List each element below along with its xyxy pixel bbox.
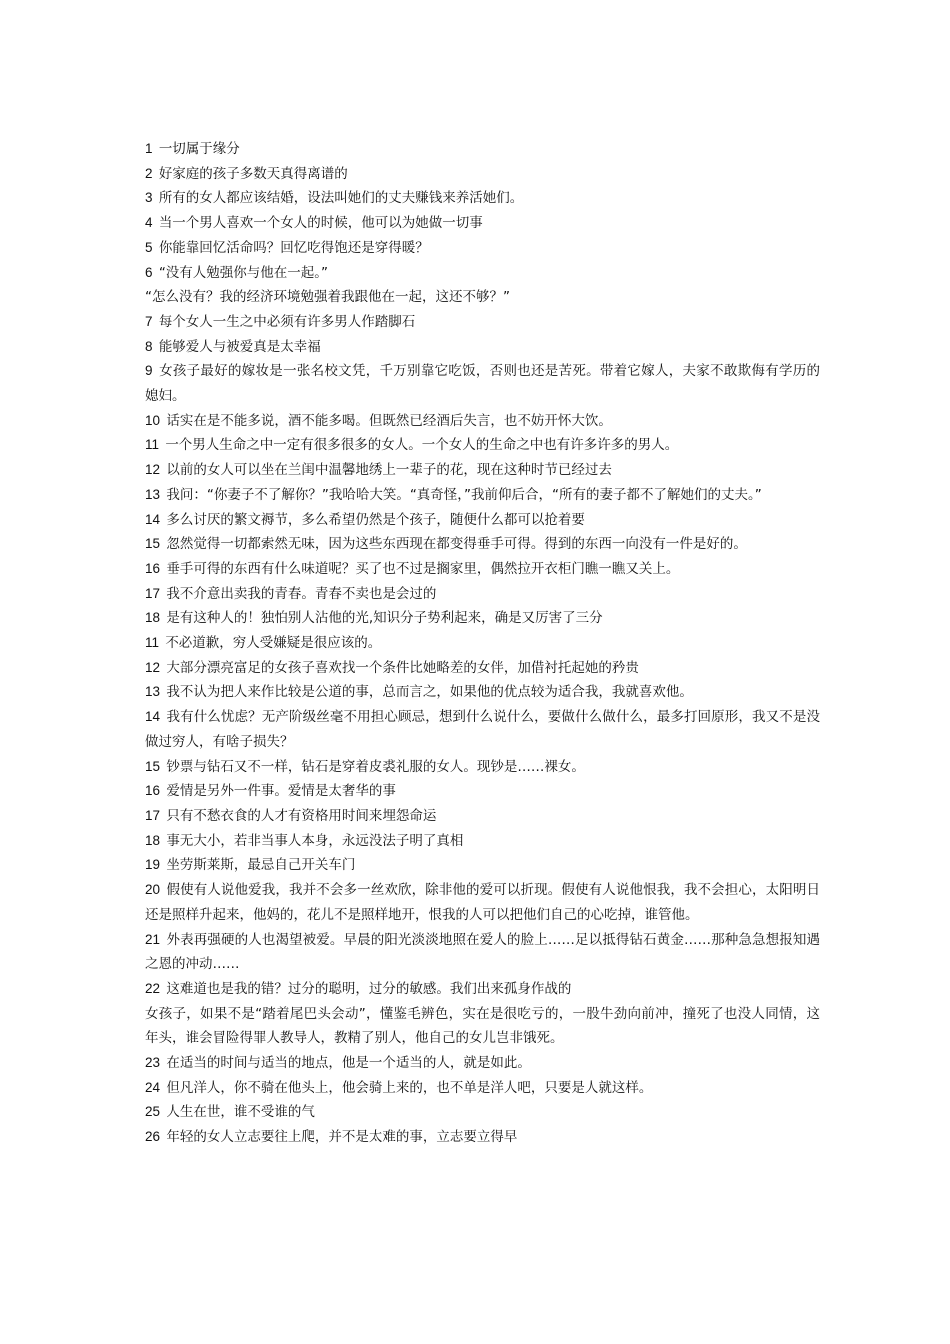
paragraph-number: 3 xyxy=(145,190,153,206)
paragraph xyxy=(145,359,820,408)
paragraph-text: 一个男人生命之中一定有很多很多的女人。一个女人的生命之中也有许多许多的男人。 xyxy=(165,437,679,454)
paragraph-text: 但凡洋人，你不骑在他头上，他会骑上来的，也不单是洋人吧，只要是人就这样。 xyxy=(166,1079,653,1096)
paragraph-number: 18 xyxy=(145,610,161,626)
paragraph xyxy=(145,680,820,705)
paragraph-text: 我有什么忧虑？无产阶级丝毫不用担心顾忌，想到什么说什么，要做什么做什么，最多打回原形，我又不是没做过穷人，有啥子损失？ xyxy=(145,709,821,750)
paragraph-text: “怎么没有？我的经济环境勉强着我跟他在一起，这还不够？” xyxy=(145,289,510,306)
paragraph-number: 12 xyxy=(145,462,161,478)
paragraph xyxy=(145,261,820,286)
paragraph xyxy=(145,433,820,458)
paragraph-text: 是有这种人的！独怕别人沾他的光,知识分子势利起来，确是又厉害了三分 xyxy=(166,610,603,627)
paragraph-text: 爱情是另外一件事。爱情是太奢华的事 xyxy=(166,783,396,800)
paragraph-number: 1 xyxy=(145,141,153,156)
paragraph xyxy=(145,532,820,557)
paragraph-number: 8 xyxy=(145,338,153,354)
paragraph-number: 7 xyxy=(145,313,153,329)
paragraph-text: 每个女人一生之中必须有许多男人作踏脚石 xyxy=(158,313,416,330)
paragraph-number: 12 xyxy=(145,659,161,675)
paragraph xyxy=(145,458,820,483)
paragraph-text: 话实在是不能多说，酒不能多喝。但既然已经酒后失言，也不妨开怀大饮。 xyxy=(166,412,612,429)
paragraph xyxy=(145,631,820,656)
paragraph-number: 14 xyxy=(145,709,161,725)
paragraph xyxy=(145,804,820,829)
paragraph xyxy=(145,483,820,508)
paragraph-number: 14 xyxy=(145,511,161,527)
paragraph-text: 所有的女人都应该结婚，设法叫她们的丈夫赚钱来养活她们。 xyxy=(158,190,524,207)
paragraph xyxy=(145,878,820,927)
paragraph-number: 2 xyxy=(145,165,153,181)
paragraph-number: 26 xyxy=(145,1129,161,1145)
paragraph-text: “没有人勉强你与他在一起。” xyxy=(158,264,329,281)
paragraph xyxy=(145,409,820,434)
paragraph xyxy=(145,829,820,854)
paragraph-text: 只有不愁衣食的人才有资格用时间来埋怨命运 xyxy=(166,807,437,824)
paragraph xyxy=(145,1002,820,1051)
paragraph xyxy=(145,1125,820,1150)
paragraph-text: 钞票与钻石又不一样，钻石是穿着皮裘礼服的女人。现钞是……裸女。 xyxy=(166,758,585,775)
paragraph-text: 人生在世，谁不受谁的气 xyxy=(166,1104,315,1121)
paragraph xyxy=(145,656,820,681)
paragraph xyxy=(145,779,820,804)
paragraph-text: 垂手可得的东西有什么味道呢？买了也不过是搁家里，偶然拉开衣柜门瞧一瞧又关上。 xyxy=(166,560,680,577)
paragraph-number: 10 xyxy=(145,412,161,428)
paragraph-number: 9 xyxy=(145,363,153,379)
paragraph-text: 我问：“你妻子不了解你？”我哈哈大笑。“真奇怪，”我前仰后合，“所有的妻子都不了解她们的丈夫。” xyxy=(166,486,762,503)
paragraph-number: 20 xyxy=(145,882,161,898)
paragraph-text: 能够爱人与被爱真是太幸福 xyxy=(158,338,321,355)
paragraph-text: 坐劳斯莱斯，最忌自己开关车门 xyxy=(166,857,356,874)
paragraph xyxy=(145,557,820,582)
paragraph-number: 15 xyxy=(145,758,161,774)
paragraph-text: 多么讨厌的繁文褥节，多么希望仍然是个孩子，随便什么都可以抢着要 xyxy=(166,511,585,528)
paragraph xyxy=(145,755,820,780)
paragraph xyxy=(145,582,820,607)
paragraph xyxy=(145,1051,820,1076)
paragraph-number: 19 xyxy=(145,857,161,873)
paragraph-number: 17 xyxy=(145,807,161,823)
paragraph-text: 年轻的女人立志要往上爬，并不是太难的事，立志要立得早 xyxy=(166,1129,518,1146)
paragraph-text: 假使有人说他爱我，我并不会多一丝欢欣，除非他的爱可以折现。假使有人说他恨我，我不会担心，太阳明日还是照样升起来，他妈的，花儿不是照样地开，恨我的人可以把他们自己的心吃掉，谁管他。 xyxy=(145,882,821,923)
paragraph xyxy=(145,236,820,261)
paragraph-text: 女孩子，如果不是“踏着尾巴头会动”，懂鉴毛辨色，实在是很吃亏的，一股牛劲向前冲，撞死了也没人同情，这年头，谁会冒险得罪人教导人，教精了别人，他自己的女儿岂非饿死。 xyxy=(145,1005,820,1047)
paragraph xyxy=(145,335,820,360)
paragraph-text: 当一个男人喜欢一个女人的时候，他可以为她做一切事 xyxy=(158,215,483,232)
paragraph-number: 21 xyxy=(145,931,161,947)
paragraph-number: 4 xyxy=(145,215,153,231)
paragraph-text: 女孩子最好的嫁妆是一张名校文凭，千万别靠它吃饭，否则也还是苦死。带着它嫁人，夫家不敢欺侮有学历的媳妇。 xyxy=(145,363,821,405)
paragraph xyxy=(145,1100,820,1125)
paragraph xyxy=(145,853,820,878)
paragraph-number: 16 xyxy=(145,783,161,799)
paragraph xyxy=(145,137,820,162)
paragraph xyxy=(145,1076,820,1101)
paragraph-text: 大部分漂亮富足的女孩子喜欢找一个条件比她略差的女伴，加借衬托起她的矜贵 xyxy=(166,659,639,676)
paragraph-text: 我不认为把人来作比较是公道的事，总而言之，如果他的优点较为适合我，我就喜欢他。 xyxy=(166,684,693,701)
paragraph-number: 25 xyxy=(145,1104,161,1120)
paragraph-text: 这难道也是我的错？过分的聪明，过分的敏感。我们出来孤身作战的 xyxy=(166,980,572,997)
paragraph xyxy=(145,606,820,631)
paragraph xyxy=(145,977,820,1002)
paragraph xyxy=(145,162,820,187)
paragraph xyxy=(145,928,820,977)
paragraph xyxy=(145,705,820,754)
paragraph-text: 一切属于缘分 xyxy=(158,141,240,157)
paragraph-number: 17 xyxy=(145,585,161,601)
paragraph-number: 15 xyxy=(145,536,161,552)
paragraph-number: 24 xyxy=(145,1079,161,1095)
paragraph-text: 在适当的时间与适当的地点，他是一个适当的人，就是如此。 xyxy=(166,1055,531,1072)
document-body xyxy=(145,137,820,1150)
paragraph-number: 23 xyxy=(145,1055,161,1071)
paragraph-number: 22 xyxy=(145,980,161,996)
paragraph xyxy=(145,285,820,310)
paragraph-text: 好家庭的孩子多数天真得离谱的 xyxy=(158,165,348,182)
paragraph-text: 事无大小，若非当事人本身，永远没法子明了真相 xyxy=(166,832,464,849)
paragraph-number: 13 xyxy=(145,684,161,700)
paragraph xyxy=(145,310,820,335)
paragraph-text: 你能靠回忆活命吗？回忆吃得饱还是穿得暖？ xyxy=(158,239,429,256)
paragraph-number: 11 xyxy=(145,437,160,453)
paragraph-number: 13 xyxy=(145,486,161,502)
paragraph-number: 5 xyxy=(145,239,153,255)
paragraph-text: 以前的女人可以坐在兰闺中温馨地绣上一辈子的花，现在这种时节已经过去 xyxy=(166,462,612,479)
paragraph-number: 16 xyxy=(145,560,161,576)
paragraph-number: 18 xyxy=(145,832,161,848)
paragraph-text: 不必道歉，穷人受嫌疑是很应该的。 xyxy=(165,635,382,652)
paragraph-text: 忽然觉得一切都索然无味，因为这些东西现在都变得垂手可得。得到的东西一向没有一件是好的。 xyxy=(166,536,747,553)
paragraph-number: 11 xyxy=(145,635,160,651)
paragraph-text: 我不介意出卖我的青春。青春不卖也是会过的 xyxy=(166,585,437,602)
paragraph-number: 6 xyxy=(145,264,153,280)
paragraph xyxy=(145,508,820,533)
paragraph xyxy=(145,211,820,236)
paragraph xyxy=(145,186,820,211)
paragraph-text: 外表再强硬的人也渴望被爱。早晨的阳光淡淡地照在爱人的脸上……足以抵得钻石黄金……那种急急想报知遇之恩的冲动…… xyxy=(145,931,821,973)
